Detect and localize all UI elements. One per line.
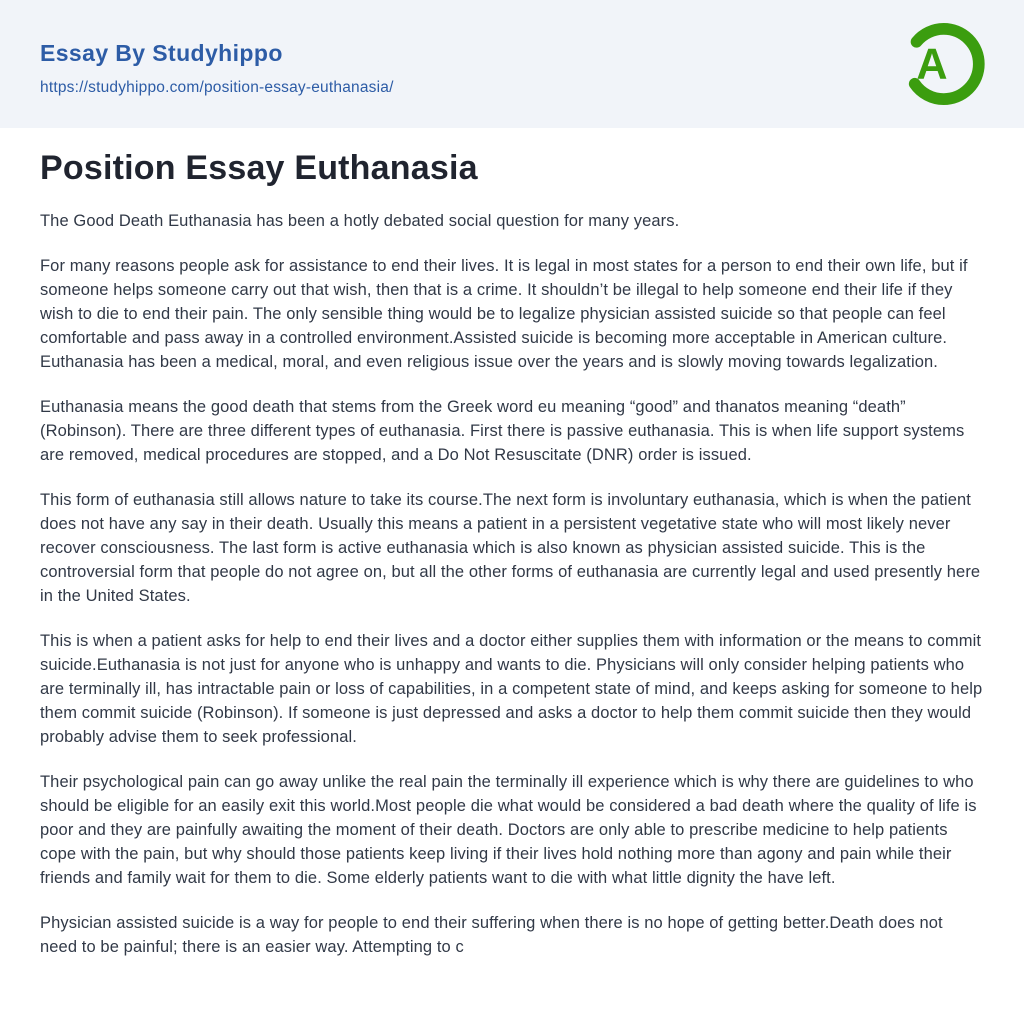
essay-paragraph: For many reasons people ask for assistance to end their lives. It is legal in most states for a person to end their own life, but if someone helps someone carry out that wish, then that is a crime. It shouldn’t be illegal to help someone end their life if they wish to die to end their pain. The only sensible thing would be to legalize physician assisted suicide so that people can feel comfortable and pass away in a controlled environment.Assisted suicide is becoming more acceptable in American culture. Euthanasia has been a medical, moral, and even religious issue over the years and is slowly moving towards legalization. [40, 257, 968, 372]
essay-title: Position Essay Euthanasia [40, 149, 478, 187]
essay-paragraph: Euthanasia means the good death that stems from the Greek word eu meaning “good” and thanatos meaning “death” (Robinson). There are three different types of euthanasia. First there is passive euthanasia. This is when life support systems are removed, medical procedures are stopped, and a Do Not Resuscitate (DNR) order is issued. [40, 398, 965, 465]
brand-title: Essay By Studyhippo [40, 39, 283, 66]
essay-paragraph: Physician assisted suicide is a way for people to end their suffering when there is no hope of getting better.Death does not need to be painful; there is an easier way. Attempting to c [40, 914, 943, 957]
source-url-link[interactable]: https://studyhippo.com/position-essay-euthanasia/ [40, 78, 394, 96]
essay-paragraph: Their psychological pain can go away unlike the real pain the terminally ill experience which is why there are guidelines to who should be eligible for an easily exit this world.Most people die what would be considered a bad death where the quality of life is poor and they are painfully awaiting the moment of their death. Doctors are only able to prescribe medicine to help patients cope with the pain, but why should those patients keep living if their lives hold nothing more than agony and pain while their friends and family wait for them to die. Some elderly patients want to die with what little dignity the have left. [40, 773, 977, 888]
page-header [0, 0, 1024, 128]
essay-paragraph: The Good Death Euthanasia has been a hotly debated social question for many years. [40, 212, 680, 231]
essay-paragraph: This form of euthanasia still allows nature to take its course.The next form is involuntary euthanasia, which is when the patient does not have any say in their death. Usually this means a patient in a persistent vegetative state who will most likely never recover consciousness. The last form is active euthanasia which is also known as physician assisted suicide. This is the controversial form that people do not agree on, but all the other forms of euthanasia are currently legal and used presently here in the United States. [40, 491, 981, 606]
essay-body [0, 149, 1024, 959]
studyhippo-logo-icon [896, 18, 986, 110]
logo-letter: A [916, 40, 948, 89]
essay-paragraph: This is when a patient asks for help to end their lives and a doctor either supplies them with information or the means to commit suicide.Euthanasia is not just for anyone who is unhappy and wants to die. Physicians will only consider helping patients who are terminally ill, has intractable pain or loss of capabilities, in a competent state of mind, and keeps asking for someone to help them commit suicide (Robinson). If someone is just depressed and asks a doctor to help them commit suicide then they would probably advise them to seek professional. [40, 632, 983, 747]
brand-block [40, 32, 394, 97]
